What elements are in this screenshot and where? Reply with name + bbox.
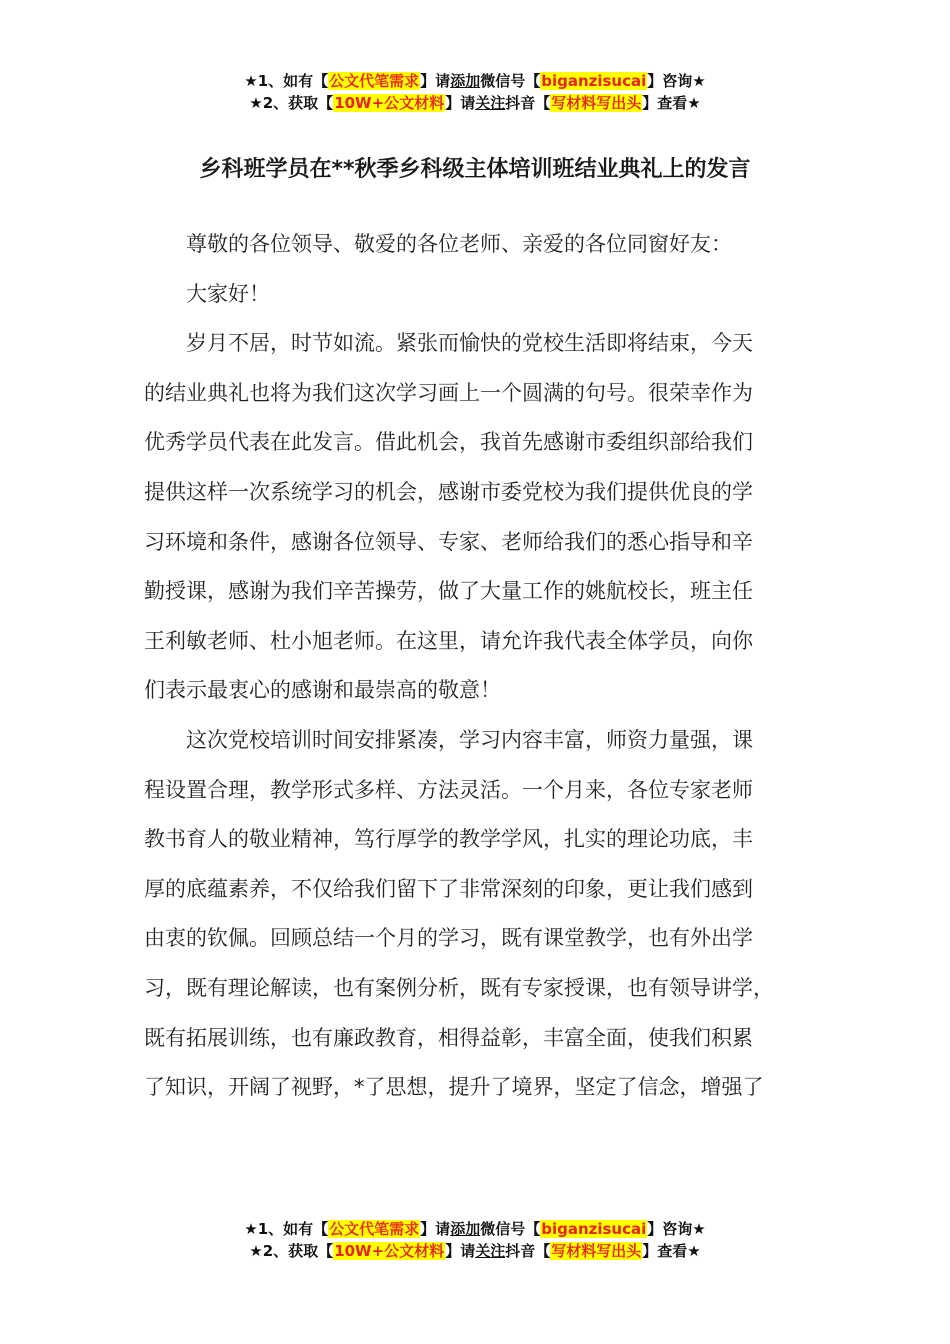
promo-text: ★2、获取【 [249,94,334,112]
promo-highlight: 10W+公文材料 [334,94,445,112]
promo-highlight: biganzisucai [541,1220,647,1238]
promo-underlined: 添加 [450,1220,481,1238]
text-line: 的结业典礼也将为我们这次学习画上一个圆满的句号。很荣幸作为 [144,380,753,405]
promo-text: 】请 [420,72,451,90]
text-line: 了知识，开阔了视野，*了思想，提升了境界，坚定了信念，增强了 [144,1075,764,1100]
text-line: 岁月不居，时节如流。紧张而愉快的党校生活即将结束，今天 [186,331,753,356]
paragraph-1 [144,319,824,716]
greeting: 大家好！ [186,281,270,306]
text-line: 这次党校培训时间安排紧凑，学习内容丰富，师资力量强，课 [186,727,753,752]
text-line: 厚的底蕴素养，不仅给我们留下了非常深刻的印象，更让我们感到 [144,876,753,901]
promo-text: ★1、如有【 [244,1220,329,1238]
promo-line-2 [0,92,950,114]
text-line: 由衷的钦佩。回顾总结一个月的学习，既有课堂教学，也有外出学 [144,926,753,951]
document-body [144,220,824,1113]
text-line: 程设置合理，教学形式多样、方法灵活。一个月来，各位专家老师 [144,777,753,802]
salutation: 尊敬的各位领导、敬爱的各位老师、亲爱的各位同窗好友： [186,232,732,256]
promo-underlined: 关注 [475,1242,506,1260]
promo-text: 微信号【 [480,72,541,90]
promo-highlight: biganzisucai [541,72,647,90]
promo-text: 】请 [420,1220,451,1238]
promo-text: 】咨询★ [647,72,706,90]
promo-highlight: 公文代笔需求 [329,72,420,90]
promo-text: ★2、获取【 [249,1242,334,1260]
promo-line-1 [0,70,950,92]
promo-text: 】请 [445,1242,476,1260]
promo-underlined: 关注 [475,94,506,112]
promo-text: 】请 [445,94,476,112]
text-line: 习环境和条件，感谢各位领导、专家、老师给我们的悉心指导和辛 [144,529,753,554]
promo-text: 】查看★ [642,94,701,112]
promo-highlight: 10W+公文材料 [334,1242,445,1260]
header-promo-banner [0,70,950,114]
promo-highlight: 公文代笔需求 [329,1220,420,1238]
text-line: 们表示最衷心的感谢和最崇高的敬意！ [144,678,501,703]
promo-text: 】咨询★ [647,1220,706,1238]
text-line: 优秀学员代表在此发言。借此机会，我首先感谢市委组织部给我们 [144,430,753,455]
promo-text: 抖音【 [505,1242,551,1260]
promo-underlined: 添加 [450,72,481,90]
text-line: 教书育人的敬业精神，笃行厚学的教学学风，扎实的理论功底，丰 [144,827,753,852]
promo-highlight: 写材料写出头 [551,1242,642,1260]
text-line: 既有拓展训练，也有廉政教育，相得益彰，丰富全面，使我们积累 [144,1025,753,1050]
paragraph-2 [144,716,824,1113]
promo-text: 微信号【 [480,1220,541,1238]
footer-promo-banner [0,1218,950,1262]
promo-text: ★1、如有【 [244,72,329,90]
document-title: 乡科班学员在**秋季乡科级主体培训班结业典礼上的发言 [199,157,751,182]
text-line: 勤授课，感谢为我们辛苦操劳，做了大量工作的姚航校长，班主任 [144,579,753,604]
text-line: 提供这样一次系统学习的机会，感谢市委党校为我们提供优良的学 [144,479,753,504]
promo-line-2 [0,1240,950,1262]
text-line: 王利敏老师、杜小旭老师。在这里，请允许我代表全体学员，向你 [144,628,753,653]
promo-text: 抖音【 [505,94,551,112]
text-line: 习，既有理论解读，也有案例分析，既有专家授课，也有领导讲学， [144,975,774,1000]
promo-highlight: 写材料写出头 [551,94,642,112]
promo-text: 】查看★ [642,1242,701,1260]
promo-line-1 [0,1218,950,1240]
